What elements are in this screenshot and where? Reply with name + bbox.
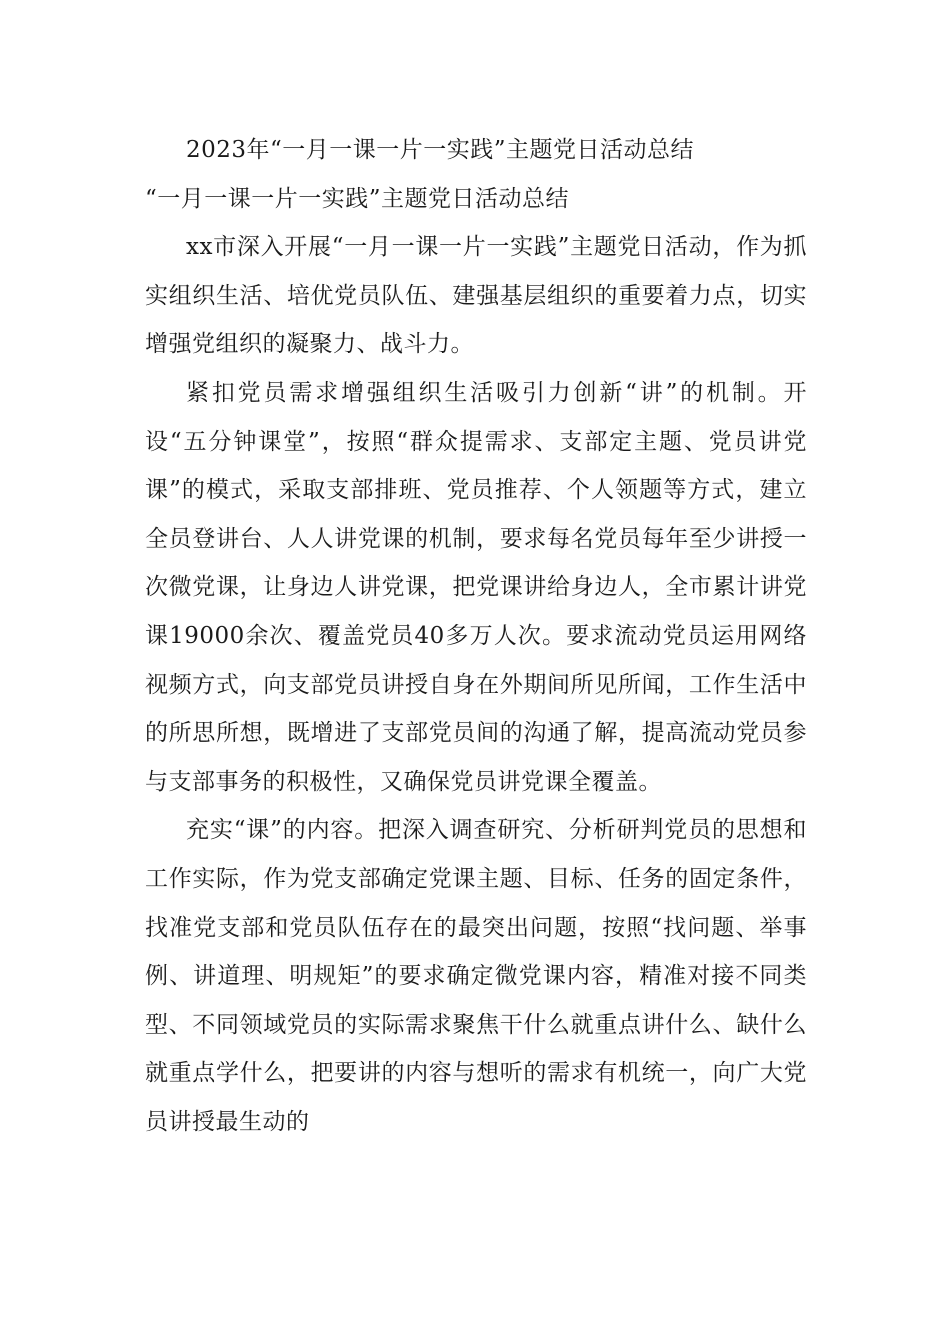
document-body bbox=[145, 126, 807, 1146]
document-title: 2023年“一月一课一片一实践”主题党日活动总结 bbox=[186, 137, 695, 163]
paragraph-content: 充实“课”的内容。把深入调查研究、分析研判党员的思想和工作实际，作为党支部确定党课主题、目标、任务的固定条件，找准党支部和党员队伍存在的最突出问题，按照“找问题、举事例、讲道理、明规矩”的要求确定微党课内容，精准对接不同类型、不同领域党员的实际需求聚焦干什么就重点讲什么、缺什么就重点学什么，把要讲的内容与想听的需求有机统一，向广大党员讲授最生动的 bbox=[145, 817, 807, 1135]
paragraph-intro: xx市深入开展“一月一课一片一实践”主题党日活动，作为抓实组织生活、培优党员队伍、建强基层组织的重要着力点，切实增强党组织的凝聚力、战斗力。 bbox=[145, 234, 807, 358]
paragraph-mechanism: 紧扣党员需求增强组织生活吸引力创新“讲”的机制。开设“五分钟课堂”，按照“群众提需求、支部定主题、党员讲党课”的模式，采取支部排班、党员推荐、个人领题等方式，建立全员登讲台、人人讲党课的机制，要求每名党员每年至少讲授一次微党课，让身边人讲党课，把党课讲给身边人，全市累计讲党课19000余次、覆盖党员40多万人次。要求流动党员运用网络视频方式，向支部党员讲授自身在外期间所见所闻，工作生活中的所思所想，既增进了支部党员间的沟通了解，提高流动党员参与支部事务的积极性，又确保党员讲党课全覆盖。 bbox=[145, 379, 807, 795]
document-subtitle: “一月一课一片一实践”主题党日活动总结 bbox=[145, 185, 570, 212]
